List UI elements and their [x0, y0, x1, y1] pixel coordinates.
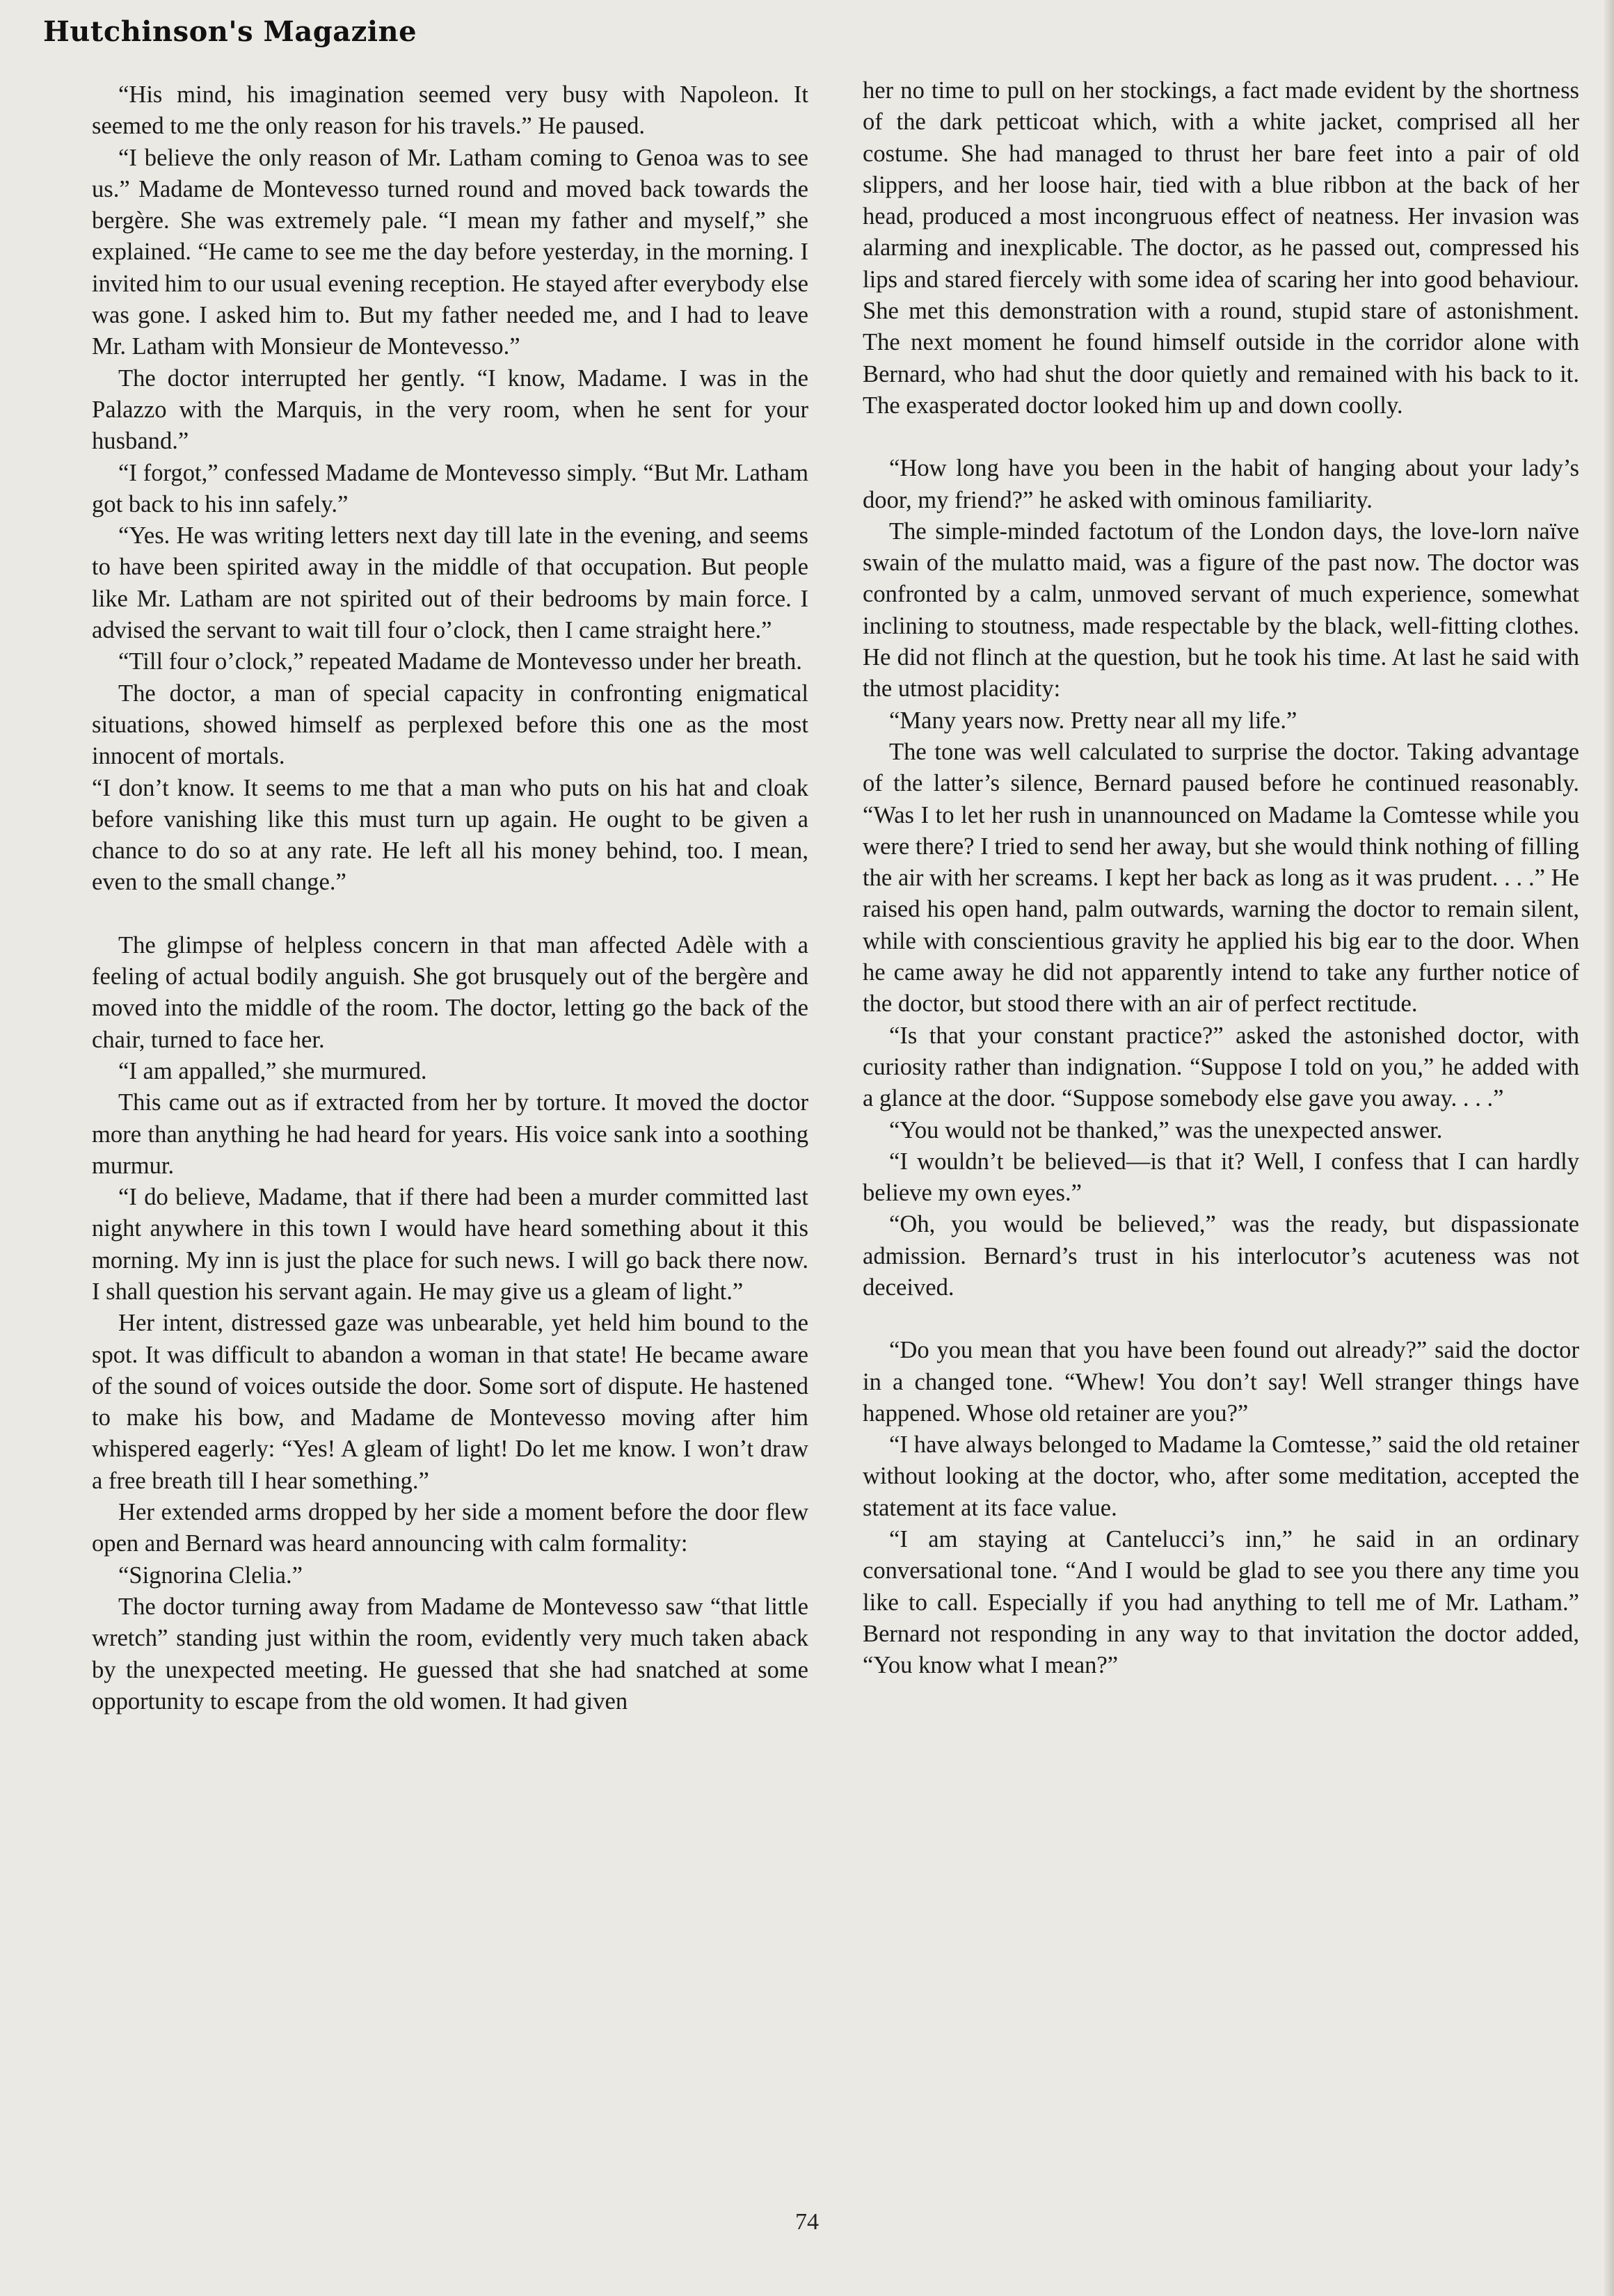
page-edge-shadow [1604, 0, 1614, 2296]
section-break [863, 422, 1579, 453]
paragraph: “Many years now. Pretty near all my life.” [889, 707, 1297, 734]
paragraph: “I have always belonged to Madame la Comtesse,” said the old retainer without looking at the doctor, who, after some meditation, accepted the statement at its face value. [863, 1431, 1579, 1521]
paragraph: “I believe the only reason of Mr. Latham coming to Genoa was to see us.” Madame de Montevesso turned round and moved back towards the bergère. She was extremely pale. “I mean my father and myself,” she explained. “He came to see me the day before yesterday, in the morning. I invited him to our usual evening reception. He stayed after everybody else was gone. I asked him to. But my father needed me, and I had to leave Mr. Latham with Monsieur de Montevesso.” [92, 144, 808, 360]
paragraph: “I do believe, Madame, that if there had been a murder committed last night anywhere in this town I would have heard something about it this morning. My inn is just the place for such news. I will go back there now. I shall question his servant again. He may give us a gleam of light.” [92, 1184, 808, 1305]
paragraph: “Is that your constant practice?” asked the astonished doctor, with curiosity rather than indignation. “Suppose I told on you,” he added with a glance at the door. “Suppose somebody else gave you away. . . .” [863, 1022, 1579, 1112]
section-break [863, 1303, 1579, 1335]
right-column [863, 75, 1579, 1682]
paragraph: The tone was well calculated to surprise the doctor. Taking advantage of the latter’s silence, Bernard paused before he continued reasonably. “Was I to let her rush in unannounced on Madame la Comtesse while you were there? I tried to send her away, but she would think nothing of filling the air with her screams. I kept her back as long as it was prudent. . . .” He raised his open hand, palm outwards, warning the doctor to remain silent, while with conscientious gravity he applied his big ear to the door. When he came away he did not apparently intend to take any further notice of the doctor, but stood there with an air of perfect rectitude. [863, 738, 1579, 1018]
paragraph: “I am appalled,” she murmured. [118, 1057, 427, 1084]
paragraph: The glimpse of helpless concern in that man affected Adèle with a feeling of actual bodily anguish. She got brusquely out of the bergère and moved into the middle of the room. The doctor, letting go the back of the chair, turned to face her. [92, 931, 808, 1053]
paragraph: The doctor turning away from Madame de Montevesso saw “that little wretch” standing just within the room, evidently very much taken aback by the unexpected meeting. He guessed that she had snatched at some opportunity to escape from the old women. It had given [92, 1593, 808, 1715]
paragraph: “How long have you been in the habit of hanging about your lady’s door, my friend?” he asked with ominous familiarity. [863, 455, 1579, 513]
paragraph: “Till four o’clock,” repeated Madame de Montevesso under her breath. [118, 648, 802, 675]
paragraph: “His mind, his imagination seemed very busy with Napoleon. It seemed to me the only reason for his travels.” He paused. [92, 81, 808, 140]
paragraph: The doctor interrupted her gently. “I know, Madame. I was in the Palazzo with the Marquis, in the very room, when he sent for your husband.” [92, 364, 808, 455]
paragraph: The doctor, a man of special capacity in confronting enigmatical situations, showed himself as perplexed before this one as the most innocent of mortals. [92, 680, 808, 770]
paragraph: “Yes. He was writing letters next day till late in the evening, and seems to have been spirited away in the middle of that occupation. But people like Mr. Latham are not spirited out of their bedrooms by main force. I advised the servant to wait till four o’clock, then I came straight here.” [92, 522, 808, 644]
paragraph: her no time to pull on her stockings, a fact made evident by the shortness of the dark petticoat which, with a white jacket, comprised all her costume. She had managed to thrust her bare feet into a pair of old slippers, and her loose hair, tied with a blue ribbon at the back of her head, produced a most incongruous effect of neatness. Her invasion was alarming and inexplicable. The doctor, as he passed out, compressed his lips and stared fiercely with some idea of scaring her into good behaviour. She met this demonstration with a round, stupid stare of astonishment. The next moment he found himself outside in the corridor alone with Bernard, who had shut the door quietly and remained with his back to it. The exasperated doctor looked him up and down coolly. [863, 77, 1579, 419]
paragraph: “Oh, you would be believed,” was the ready, but dispassionate admission. Bernard’s trust in his interlocutor’s acuteness was not deceived. [863, 1211, 1579, 1301]
paragraph: Her extended arms dropped by her side a moment before the door flew open and Bernard was heard announcing with calm formality: [92, 1499, 808, 1557]
page-number: 74 [795, 2209, 819, 2235]
paragraph: The simple-minded factotum of the London days, the love-lorn naïve swain of the mulatto maid, was a figure of the past now. The doctor was confronted by a calm, unmoved servant of much experience, somewhat inclining to stoutness, made respectable by the black, well-fitting clothes. He did not flinch at the question, but he took his time. At last he said with the utmost placidity: [863, 517, 1579, 703]
paragraph: “Signorina Clelia.” [118, 1562, 303, 1589]
left-column [92, 79, 808, 1717]
section-break [92, 899, 808, 930]
paragraph: Her intent, distressed gaze was unbearable, yet held him bound to the spot. It was difficult to abandon a woman in that state! He became aware of the sound of voices outside the door. Some sort of dispute. He hastened to make his bow, and Madame de Montevesso moving after him whispered eagerly: “Yes! A gleam of light! Do let me know. I won’t draw a free breath till I hear something.” [92, 1310, 808, 1494]
paragraph: “Do you mean that you have been found out already?” said the doctor in a changed tone. “Whew! You don’t say! Well stranger things have happened. Whose old retainer are you?” [863, 1337, 1579, 1427]
paragraph: “I wouldn’t be believed—is that it? Well, I confess that I can hardly believe my own eyes.” [863, 1148, 1579, 1207]
paragraph: “I am staying at Cantelucci’s inn,” he said in an ordinary conversational tone. “And I would be glad to see you there any time you like to call. Especially if you had anything to tell me of Mr. Latham.” Bernard not responding in any way to that invitation the doctor added, “You know what I mean?” [863, 1526, 1579, 1679]
paragraph: “You would not be thanked,” was the unexpected answer. [889, 1116, 1443, 1143]
paragraph: “I forgot,” confessed Madame de Montevesso simply. “But Mr. Latham got back to his inn safely.” [92, 459, 808, 517]
paragraph: “I don’t know. It seems to me that a man who puts on his hat and cloak before vanishing like this must turn up again. He ought to be given a chance to do so at any rate. He left all his money behind, too. I mean, even to the small change.” [92, 774, 808, 896]
paragraph: This came out as if extracted from her by torture. It moved the doctor more than anything he had heard for years. His voice sank into a soothing murmur. [92, 1089, 808, 1179]
magazine-title: Hutchinson's Magazine [43, 15, 417, 48]
